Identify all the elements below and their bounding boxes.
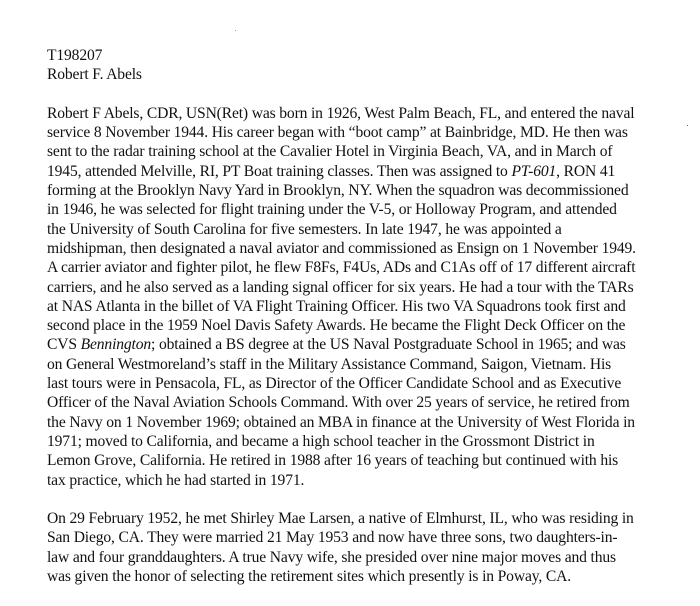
text-line [47,200,687,219]
text-segment: service 8 November 1944. His career began with “boot camp” at Bainbridge, MD. He then was [47,124,628,142]
text-line [47,142,687,161]
paragraph [47,509,687,586]
text-line [47,432,687,451]
text-segment: San Diego, CA. They were married 21 May 1953 and now have three sons, two daughters-in- [47,529,618,547]
text-segment: midshipman, then designated a naval aviator and commissioned as Ensign on 1 November 1949. [47,239,636,257]
document-id: T198207 [47,47,103,64]
text-line [47,451,687,470]
text-segment: was given the honor of selecting the retirement sites which presently is in Poway, CA. [47,568,571,586]
text-line [47,239,687,258]
text-segment: Lemon Grove, California. He retired in 1988 after 16 years of teaching but continued with his [47,452,619,470]
text-line [47,528,687,547]
text-line [47,567,687,586]
text-line [47,509,687,528]
document-header [47,46,687,85]
text-line [47,413,687,432]
text-segment: in 1946, he was selected for flight training under the V-5, or Holloway Program, and attended [47,201,617,219]
text-line [47,104,687,123]
text-segment: On 29 February 1952, he met Shirley Mae Larsen, a native of Elmhurst, IL, who was residing in [47,510,634,528]
text-segment: Officer of the Naval Aviation Schools Command. With over 25 years of service, he retired from [47,394,630,412]
text-segment: 1945, attended Melville, RI, PT Boat training classes. Then was assigned to [47,162,512,180]
text-line [47,297,687,316]
text-segment: carriers, and he also served as a landing signal officer for six years. He had a tour with the TARs [47,278,634,296]
paragraph [47,104,687,490]
biography-body [47,104,687,586]
text-segment: last tours were in Pensacola, FL, as Director of the Officer Candidate School and as Executive [47,375,622,393]
text-segment: forming at the Brooklyn Navy Yard in Brooklyn, NY. When the squadron was decommissioned [47,182,629,200]
text-segment: ; obtained a BS degree at the US Naval Postgraduate School in 1965; and was [151,336,626,354]
text-segment: Robert F Abels, CDR, USN(Ret) was born in 1926, West Palm Beach, FL, and entered the naval [47,104,635,122]
text-segment: A carrier aviator and fighter pilot, he flew F8Fs, F4Us, ADs and C1As off of 17 different aircraft [47,259,636,277]
text-line [47,316,687,335]
text-line [47,123,687,142]
text-line [47,220,687,239]
text-line [47,548,687,567]
text-line [47,181,687,200]
scan-speck [687,125,688,126]
text-segment: at NAS Atlanta in the billet of VA Flight Training Officer. His two VA Squadrons took first and [47,297,626,315]
text-segment: CVS [47,336,81,354]
text-segment: the University of South Carolina for five semesters. In late 1947, he was appointed a [47,220,562,238]
text-segment: 1971; moved to California, and became a high school teacher in the Grossmont District in [47,432,595,450]
text-line [47,278,687,297]
text-line [47,374,687,393]
text-line [47,471,687,490]
document-page [47,46,687,606]
text-line [47,393,687,412]
italic-title: PT-601 [511,162,557,180]
text-line [47,355,687,374]
scan-speck [235,30,236,31]
italic-title: Bennington [80,336,152,354]
text-line [47,162,687,181]
text-segment: second place in the 1959 Noel Davis Safety Awards. He became the Flight Deck Officer on the [47,317,626,335]
text-segment: law and four granddaughters. A true Navy wife, she presided over nine major moves and thus [47,548,616,566]
text-segment: on General Westmoreland’s staff in the Military Assistance Command, Saigon, Vietnam. His [47,355,612,373]
text-segment: tax practice, which he had started in 1971. [47,471,305,489]
subject-name: Robert F. Abels [47,66,142,84]
text-line [47,258,687,277]
text-segment: sent to the radar training school at the Cavalier Hotel in Virginia Beach, VA, and in March of [47,143,613,161]
text-segment: , RON 41 [556,162,616,180]
text-segment: the Navy on 1 November 1969; obtained an MBA in finance at the University of West Florida in [47,413,635,431]
text-line [47,335,687,354]
